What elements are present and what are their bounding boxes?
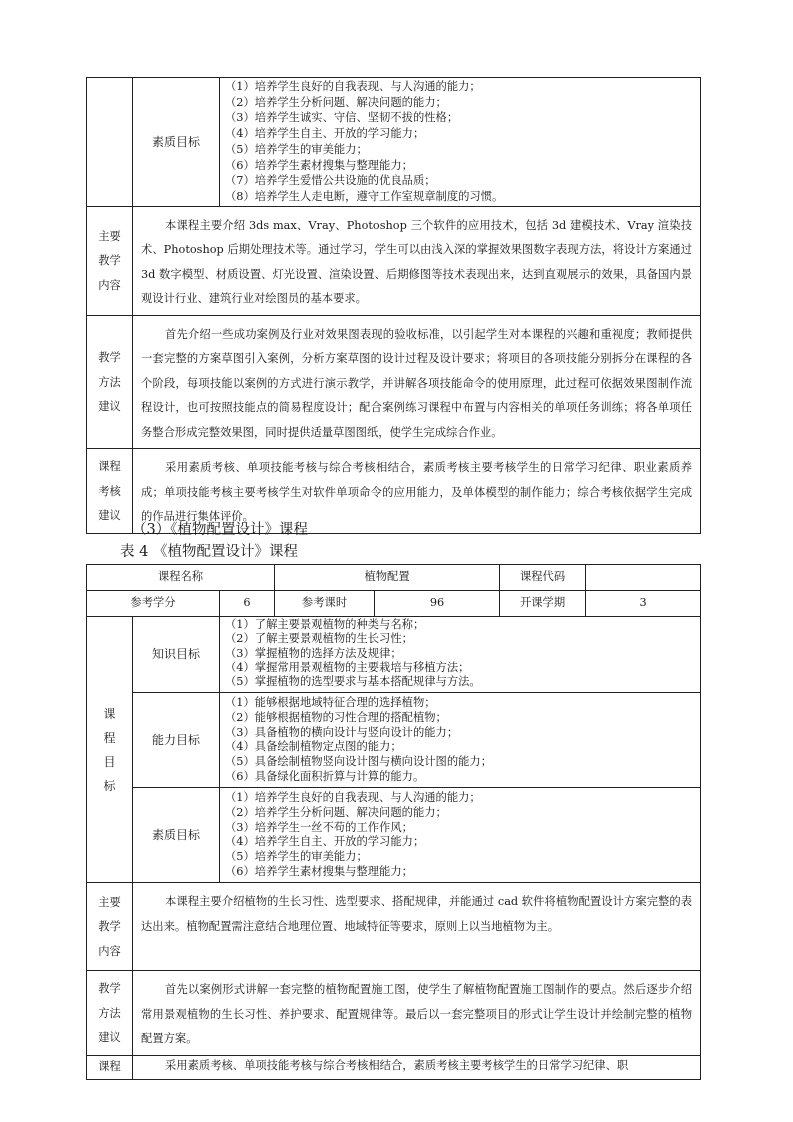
list-item: （5）掌握植物的选型要求与基本搭配规律与方法。 [225,675,481,689]
quality-goal-list [220,788,701,883]
ability-goal-list [220,693,701,788]
list-item: （2）培养学生分析问题、解决问题的能力； [225,805,447,819]
content-label: 主要 教学 内容 [87,206,133,315]
content-label: 主要 教学 内容 [87,883,133,971]
list-item: （4）培养学生自主、开放的学习能力； [225,835,425,849]
quality-goal-list [220,78,701,207]
list-item: （4）掌握常用景观植物的主要栽培与移植方法； [225,660,470,674]
method-text: 首先介绍一些成功案例及行业对效果图表现的验收标准，以引起学生对本课程的兴趣和重视度；教师提供一套完整的方案草图引入案例，分析方案草图的设计过程及设计要求；将项目的各项技能分别拆分在课程的各个阶段，每项技能以案例的方式进行演示教学，并讲解各项技能命令的使用原理，此过程可依据效果图制作流程设计，也可按照技能点的简易程度设计；配合案例练习课程中布置与内容相关的单项任务训练；将各单项任务整合形成完整效果图，同时提供适量草图图纸，使学生完成综合作业。 [133,315,701,449]
list-item: （6）培养学生素材搜集与整理能力； [225,864,413,878]
quality-goal-label: 素质目标 [133,788,220,883]
list-item: （2）培养学生分析问题、解决问题的能力； [225,95,447,109]
list-item: （5）培养学生的审美能力； [225,142,368,156]
ability-goal-label: 能力目标 [133,693,220,788]
knowledge-goal-label: 知识目标 [133,617,220,693]
objectives-label: 课 程 目 标 [87,617,133,883]
list-item: （7）培养学生爱惜公共设施的优良品质； [225,174,436,188]
content-text: 本课程主要介绍植物的生长习性、选型要求、搭配规律，并能通过 cad 软件将植物配置设计方案完整的表达出来。植物配置需注意结合地理位置、地域特征等要求，原则上以当地植物为主。 [133,883,701,971]
course-name-label: 课程名称 [87,565,275,591]
list-item: （4）具备绘制植物定点图的能力； [225,740,402,754]
exam-label: 课程 [87,1055,133,1079]
exam-label: 课程 考核 建议 [87,449,133,534]
quality-goal-label: 素质目标 [133,78,220,207]
course-code-value [586,565,701,591]
knowledge-goal-list [220,617,701,693]
objectives-label-cell [87,78,133,207]
list-item: （3）具备植物的横向设计与竖向设计的能力； [225,725,459,739]
list-item: （5）培养学生的审美能力； [225,850,368,864]
list-item: （4）培养学生自主、开放的学习能力； [225,127,425,141]
course-table-continued [86,77,701,534]
method-text: 首先以案例形式讲解一套完整的植物配置施工图，使学生了解植物配置施工图制作的要点。然后逐步介绍常用景观植物的生长习性、养护要求、配置规律等。最后以一套完整项目的形式让学生设计并绘制完整的植物配置方案。 [133,971,701,1056]
list-item: （3）培养学生一丝不苟的工作作风； [225,820,413,834]
hours-value: 96 [375,591,500,617]
method-label: 教学 方法 建议 [87,315,133,449]
content-text: 本课程主要介绍 3ds max、Vray、Photoshop 三个软件的应用技术，包括 3d 建模技术、Vray 渲染技术、Photoshop 后期处理技术等。通过学习，学生可以由浅入深的掌握效果图数字表现方法，将设计方案通过 3d 数字模型、材质设置、灯光设置、渲染设置、后期修图等技术表现出来，达到直观展示的效果，具备国内景观设计行业、建筑行业对绘图员的基本要求。 [133,206,701,315]
course-code-label: 课程代码 [500,565,586,591]
list-item: （2）了解主要景观植物的生长习性； [225,632,413,646]
list-item: （1）培养学生良好的自我表现、与人沟通的能力； [225,80,481,93]
method-label: 教学 方法 建议 [87,971,133,1056]
credit-value: 6 [220,591,275,617]
credit-label: 参考学分 [87,591,220,617]
list-item: （5）具备绘制植物竖向设计图与横向设计图的能力； [225,755,493,769]
list-item: （6）培养学生素材搜集与整理能力； [225,158,413,172]
plant-config-course-table [86,564,701,1080]
semester-label: 开课学期 [500,591,586,617]
section-heading: （3）《植物配置设计》课程 [132,522,308,538]
exam-text: 采用素质考核、单项技能考核与综合考核相结合，素质考核主要考核学生的日常学习纪律、职业素质养成；单项技能考核主要考核学生对软件单项命令的应用能力，及单体模型的制作能力；综合考核依据学生完成的作品进行集体评价。 [133,449,701,534]
hours-label: 参考课时 [275,591,375,617]
list-item: （1）能够根据地域特征合理的选择植物； [225,696,436,709]
list-item: （1）培养学生良好的自我表现、与人沟通的能力； [225,791,481,804]
list-item: （3）掌握植物的选择方法及规律； [225,646,402,660]
course-name-value: 植物配置 [275,565,500,591]
list-item: （3）培养学生诚实、守信、坚韧不拔的性格； [225,111,459,125]
list-item: （2）能够根据植物的习性合理的搭配植物； [225,710,447,724]
semester-value: 3 [586,591,701,617]
list-item: （6）具备绿化面积折算与计算的能力。 [225,769,425,783]
list-item: （8）培养学生人走电断，遵守工作室规章制度的习惯。 [225,189,504,203]
exam-text: 采用素质考核、单项技能考核与综合考核相结合，素质考核主要考核学生的日常学习纪律、职 [133,1055,701,1079]
list-item: （1）了解主要景观植物的种类与名称； [225,618,425,631]
table-caption: 表 4 《植物配置设计》课程 [120,544,298,560]
